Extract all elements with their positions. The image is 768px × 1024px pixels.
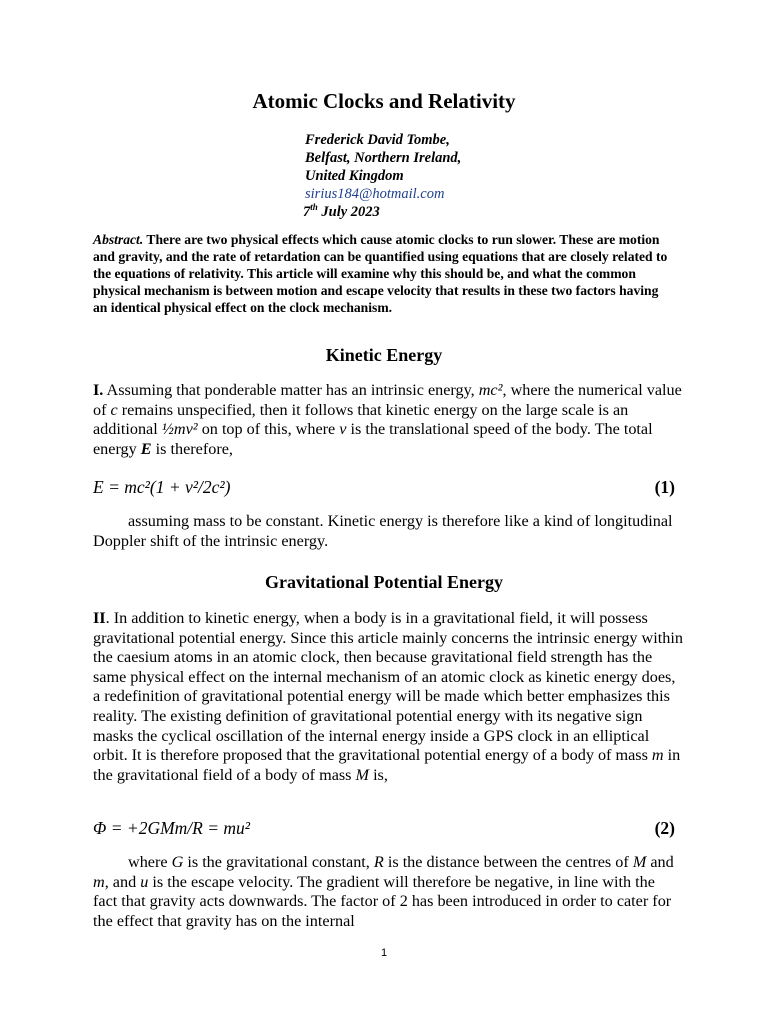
text-run: . In addition to kinetic energy, when a body is in a gravitational field, it will possess gravitational potential energy. Since this article mainly concerns the intrinsic energy within the caesium atoms in an atomic clock, then because gravitational field strength has the same physical effect on the internal mechanism of an atomic clock as kinetic energy does, a redefinition of gravitational potential energy will be made which better emphasizes this reality. The existing definition of gravitational potential energy with its negative sign masks the cyclical oscillation of the internal energy inside a GPS clock in an elliptical orbit. It is therefore proposed that the gravitational potential energy of a body of mass (93, 609, 683, 765)
author-name: Frederick David Tombe, (305, 132, 450, 148)
math-mc2: mc² (478, 381, 503, 399)
para-label: II (93, 609, 106, 627)
heading-kinetic-energy: Kinetic Energy (325, 345, 443, 365)
math-m: m (93, 872, 105, 891)
page-number: 1 (380, 947, 388, 959)
math-M: M (632, 853, 647, 871)
author-city: Belfast, Northern Ireland, (305, 150, 462, 166)
paper-title: Atomic Clocks and Relativity (252, 89, 516, 113)
paragraph-after-equation-2 (93, 853, 683, 931)
math-v: v (339, 420, 347, 439)
author-block (305, 131, 461, 221)
author-email-link[interactable]: sirius184@hotmail.com (305, 186, 445, 202)
math-M: M (355, 765, 370, 784)
equation-1-number: (1) (654, 477, 675, 497)
paragraph-gravitational-potential-energy (93, 609, 683, 785)
text-run: Assuming that ponderable matter has an intrinsic energy, (103, 381, 479, 399)
math-half-mv2: ½mv² (161, 420, 198, 439)
date-rest: July 2023 (317, 204, 380, 220)
math-E: E (140, 439, 152, 458)
text-run: on top of this, where (197, 420, 340, 439)
text-run: , and (104, 872, 141, 891)
text-run: is the translational speed of the body. The total energy (93, 420, 653, 458)
publication-date (303, 203, 461, 221)
text-run: is the gravitational constant, (183, 853, 374, 871)
author-country: United Kingdom (305, 168, 404, 184)
text-run: , where the numerical value of (93, 381, 682, 419)
text-run: in the gravitational field of a body of mass (93, 746, 681, 784)
paragraph-after-equation-1: assuming mass to be constant. Kinetic energy is therefore like a kind of longitudinal Doppler shift of the intrinsic energy. (93, 512, 673, 550)
text-run: remains unspecified, then it follows that kinetic energy on the large scale is an additional (93, 400, 629, 439)
equation-2-body: Φ = +2GMm/R = mu² (93, 818, 251, 838)
text-run: is the escape velocity. The gradient will therefore be negative, in line with the fact that gravity acts downwards. The factor of 2 has been introduced in order to cater for the effect that gravity has on the internal (93, 872, 672, 930)
abstract-label: Abstract. (93, 232, 144, 247)
equation-2 (93, 817, 675, 839)
heading-gravitational-potential-energy: Gravitational Potential Energy (265, 572, 503, 592)
abstract (93, 231, 675, 316)
text-run: is therefore, (151, 439, 233, 458)
math-m: m (651, 746, 664, 765)
equation-1-body: E = mc²(1 + v²/2c²) (93, 477, 231, 497)
para-label: I. (93, 381, 104, 399)
text-run: and (646, 853, 674, 871)
paragraph-kinetic-energy (93, 381, 683, 459)
abstract-text: There are two physical effects which cause atomic clocks to run slower. These are motion and gravity, and the rate of retardation can be quantified using equations that are closely related to the equations of relativity. This article will examine why this should be, and what the common physical mechanism is between motion and escape velocity that results in these two factors having an identical physical effect on the clock mechanism. (93, 232, 668, 315)
text-run: where (128, 853, 172, 871)
math-G: G (171, 853, 184, 871)
equation-1 (93, 476, 675, 498)
math-R: R (373, 853, 384, 871)
math-c: c (110, 400, 118, 419)
date-ordinal: th (310, 202, 318, 213)
date-day: 7 (303, 204, 311, 220)
math-u: u (140, 872, 149, 891)
text-run: is the distance between the centres of (383, 853, 633, 871)
equation-2-number: (2) (654, 818, 675, 838)
text-run: is, (369, 765, 388, 784)
